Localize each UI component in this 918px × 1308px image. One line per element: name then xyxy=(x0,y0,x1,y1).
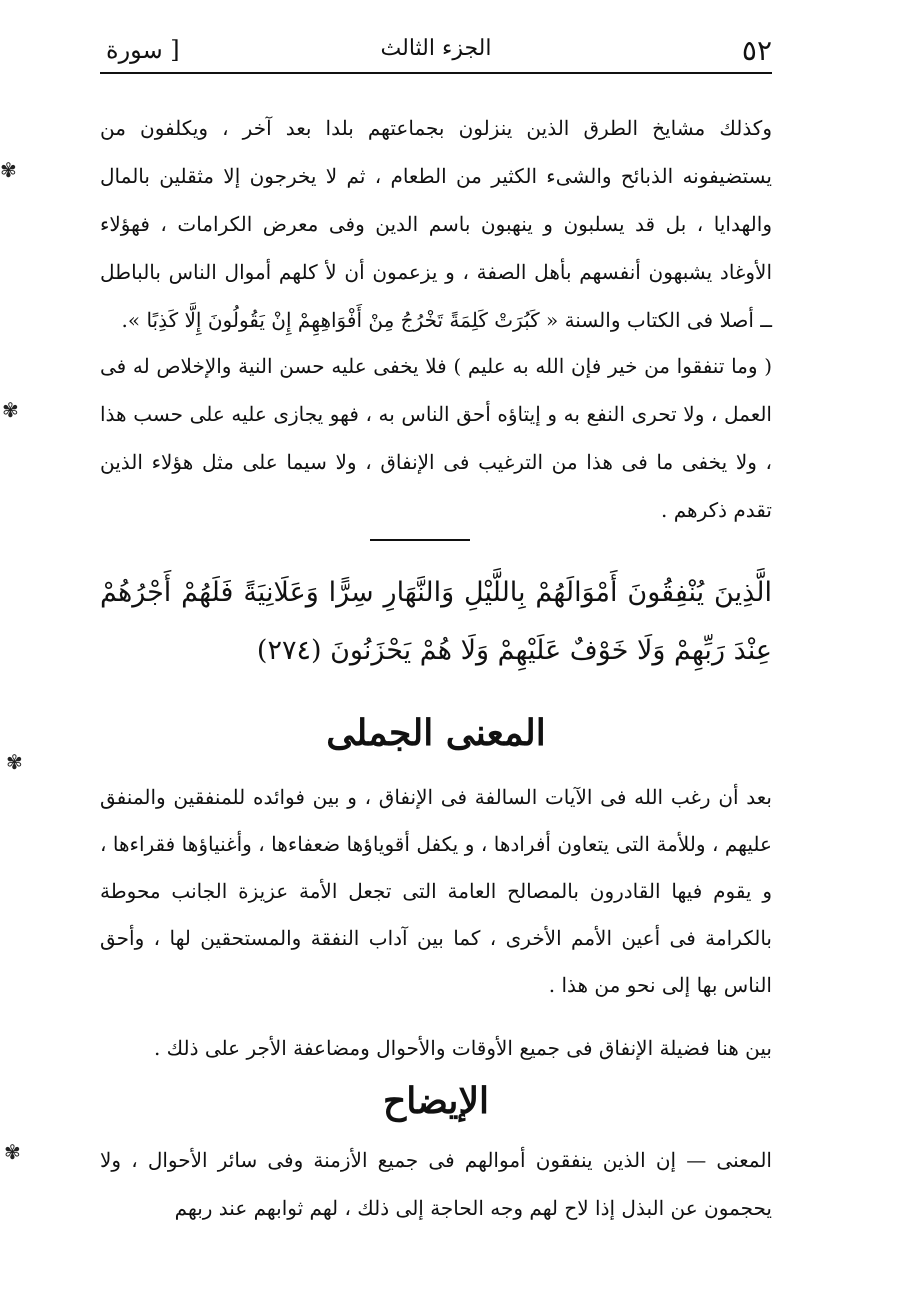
margin-ornament-icon: ✾ xyxy=(4,1140,21,1164)
page-header xyxy=(100,30,772,70)
paragraph-spending: ( وما تنفقوا من خير فإن الله به عليم ) فلا يخفى عليه حسن النية والإخلاص له فى العمل ، ولا تحرى النفع به و إيتاؤه أحق الناس به ، فهو يجازى عليه على حسب هذا ، ولا يخفى ما فى هذا من الترغيب فى الإنفاق ، ولا سيما على مثل هؤلاء الذين تقدم ذكرهم . xyxy=(100,354,772,522)
surah-label: [ سورة xyxy=(106,36,180,64)
margin-ornament-icon: ✾ xyxy=(6,750,23,774)
page-number: ٥٢ xyxy=(741,34,772,67)
part-title: الجزء الثالث xyxy=(380,36,492,61)
paragraph-explanation: المعنى — إن الذين ينفقون أموالهم فى جميع الأزمنة وفى سائر الأحوال ، ولا يحجمون عن البذل إذا لاح لهم وجه الحاجة إلى ذلك ، لهم ثوابهم عند ربهم xyxy=(100,1148,772,1220)
margin-ornament-icon: ✾ xyxy=(0,158,17,182)
paragraph-general-meaning: بعد أن رغب الله فى الآيات السالفة فى الإنفاق ، و بين فوائده للمنفقين والمنفق عليهم ، وللأمة التى يتعاون أفرادها ، و يكفل أقوياؤها ضعفاءها ، وأغنياؤها فقراءها ، و يقوم فيها القادرون بالمصالح العامة التى تجعل الأمة عزيزة الجانب محوطة بالكرامة فى أعين الأمم الأخرى ، كما بين آداب النفقة والمستحقين لها ، وأحق الناس بها إلى نحو من هذا . xyxy=(100,785,772,997)
margin-ornament-icon: ✾ xyxy=(2,398,19,422)
quran-verse: الَّذِينَ يُنْفِقُونَ أَمْوَالَهُمْ بِاللَّيْلِ وَالنَّهَارِ سِرًّا وَعَلَانِيَةً فَلَهُمْ أَجْرُهُمْ عِنْدَ رَبِّهِمْ وَلَا خَوْفٌ عَلَيْهِمْ وَلَا هُمْ يَحْزَنُونَ (٢٧٤) xyxy=(100,577,772,666)
section-divider xyxy=(370,539,470,541)
section-heading-general-meaning: المعنى الجملى xyxy=(326,712,546,754)
header-rule xyxy=(100,72,772,74)
section-heading-explanation: الإيضاح xyxy=(383,1080,489,1122)
paragraph-sheikhs: وكذلك مشايخ الطرق الذين ينزلون بجماعتهم بلدا بعد آخر ، ويكلفون من يستضيفونه الذبائح والشىء الكثير من الطعام ، ثم لا يخرجون إلا مثقلين بالمال والهدايا ، بل قد يسلبون و ينهبون باسم الدين وفى معرض الكرامات ، فهؤلاء الأوغاد يشبهون أنفسهم بأهل الصفة ، و يزعمون أن لأ كلهم أموال الناس بالباطل ــ أصلا فى الكتاب والسنة « كَبُرَتْ كَلِمَةً تَخْرُجُ مِنْ أَفْوَاهِهِمْ إِنْ يَقُولُونَ إِلَّا كَذِبًا ». xyxy=(100,116,772,332)
paragraph-virtue: بين هنا فضيلة الإنفاق فى جميع الأوقات والأحوال ومضاعفة الأجر على ذلك . xyxy=(153,1036,772,1060)
